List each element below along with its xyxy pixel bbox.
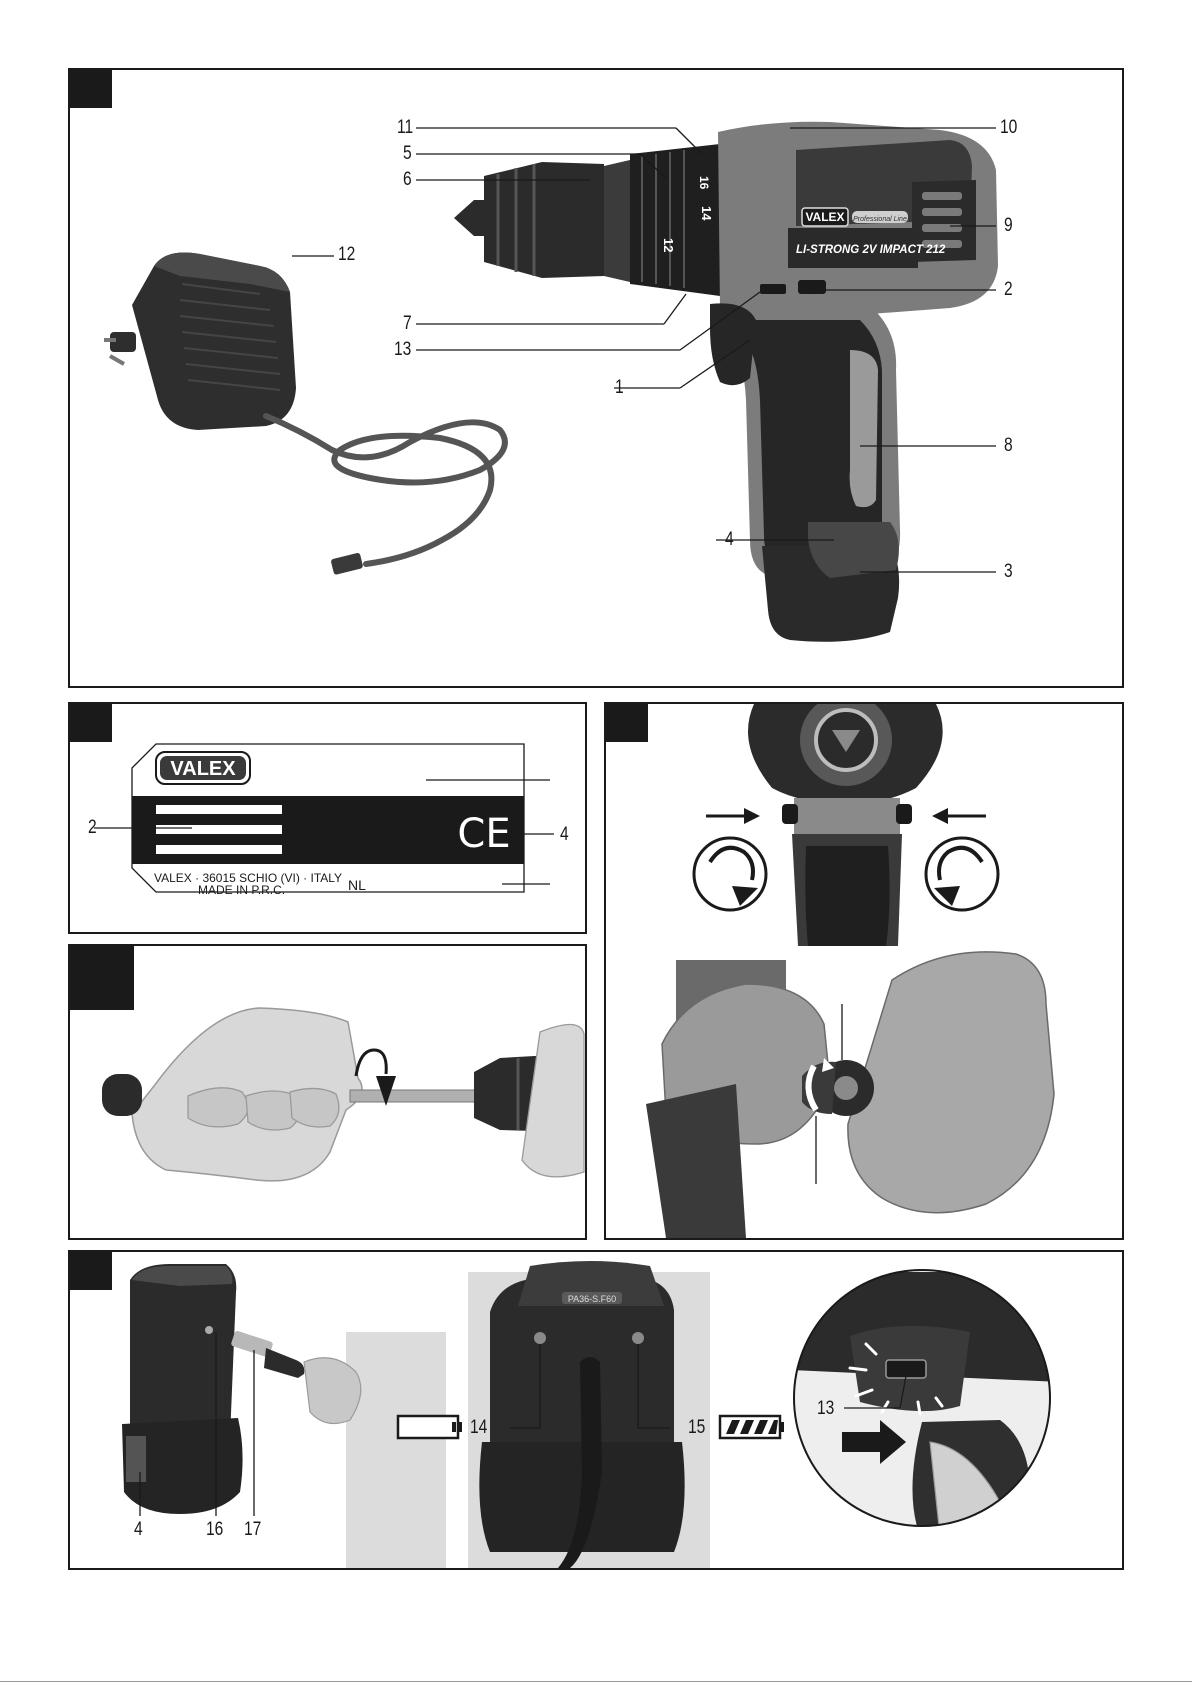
callout-4: 4 <box>134 1519 143 1540</box>
callout-1: 1 <box>615 377 624 398</box>
callout-13: 13 <box>817 1398 835 1419</box>
figure-1-panel <box>68 68 1124 688</box>
callout-9: 9 <box>1004 215 1013 236</box>
direction-switch-illustration <box>606 704 1122 1238</box>
figure-2-panel <box>68 702 587 934</box>
battery-charging-illustration <box>70 1252 1122 1568</box>
charge-socket <box>205 1326 213 1334</box>
valex-logo: VALEX <box>170 758 236 780</box>
label-country-code: NL <box>348 877 366 893</box>
callout-11: 11 <box>397 117 414 138</box>
label-address-line1: VALEX · 36015 SCHIO (VI) · ITALY <box>154 871 343 885</box>
torque-number-16: 16 <box>697 176 711 190</box>
rotation-arrow-icon <box>356 1050 386 1076</box>
trigger <box>710 303 756 385</box>
figure-4-panel <box>604 702 1124 1240</box>
callout-17: 17 <box>244 1519 262 1540</box>
label-address-line2: MADE IN P.R.C. <box>198 883 286 897</box>
callout-8: 8 <box>1004 435 1013 456</box>
battery-full-icon <box>720 1416 784 1438</box>
callout-15: 15 <box>688 1417 706 1438</box>
callout-6: 6 <box>403 169 412 190</box>
led-indicator <box>760 284 786 294</box>
chuck-screw-illustration <box>70 946 585 1238</box>
callout-5: 5 <box>403 143 412 164</box>
battery-empty-icon <box>398 1416 462 1438</box>
page-bottom-rule <box>0 1681 1192 1682</box>
battery-model-text: PA36-S.F60 <box>567 1294 617 1304</box>
figure-1-illustration <box>70 70 1122 686</box>
figure-5-panel <box>68 1250 1124 1570</box>
torque-number-12: 12 <box>661 238 676 253</box>
callout-2: 2 <box>88 817 97 838</box>
callout-3: 3 <box>1004 561 1013 582</box>
drill-series-text: Professional Line <box>853 216 907 223</box>
callout-10: 10 <box>1000 117 1018 138</box>
torque-number-14: 14 <box>699 206 714 221</box>
callout-16: 16 <box>206 1519 224 1540</box>
charger-illustration <box>104 253 505 576</box>
callout-4: 4 <box>560 824 569 845</box>
direction-switch <box>798 280 826 294</box>
callout-7: 7 <box>403 313 412 334</box>
drill-model-text: LI-STRONG 2V IMPACT 212 <box>796 244 946 256</box>
drill-brand-text: VALEX <box>805 210 845 224</box>
callout-14: 14 <box>470 1417 488 1438</box>
callout-2: 2 <box>1004 279 1013 300</box>
led-indicator <box>886 1360 926 1378</box>
ce-mark: CE <box>457 811 511 857</box>
callout-4: 4 <box>725 529 734 550</box>
drill-illustration <box>454 122 998 642</box>
callout-13: 13 <box>394 339 412 360</box>
rating-label-illustration <box>70 704 585 932</box>
figure-3-panel <box>68 944 587 1240</box>
callout-12: 12 <box>338 244 356 265</box>
